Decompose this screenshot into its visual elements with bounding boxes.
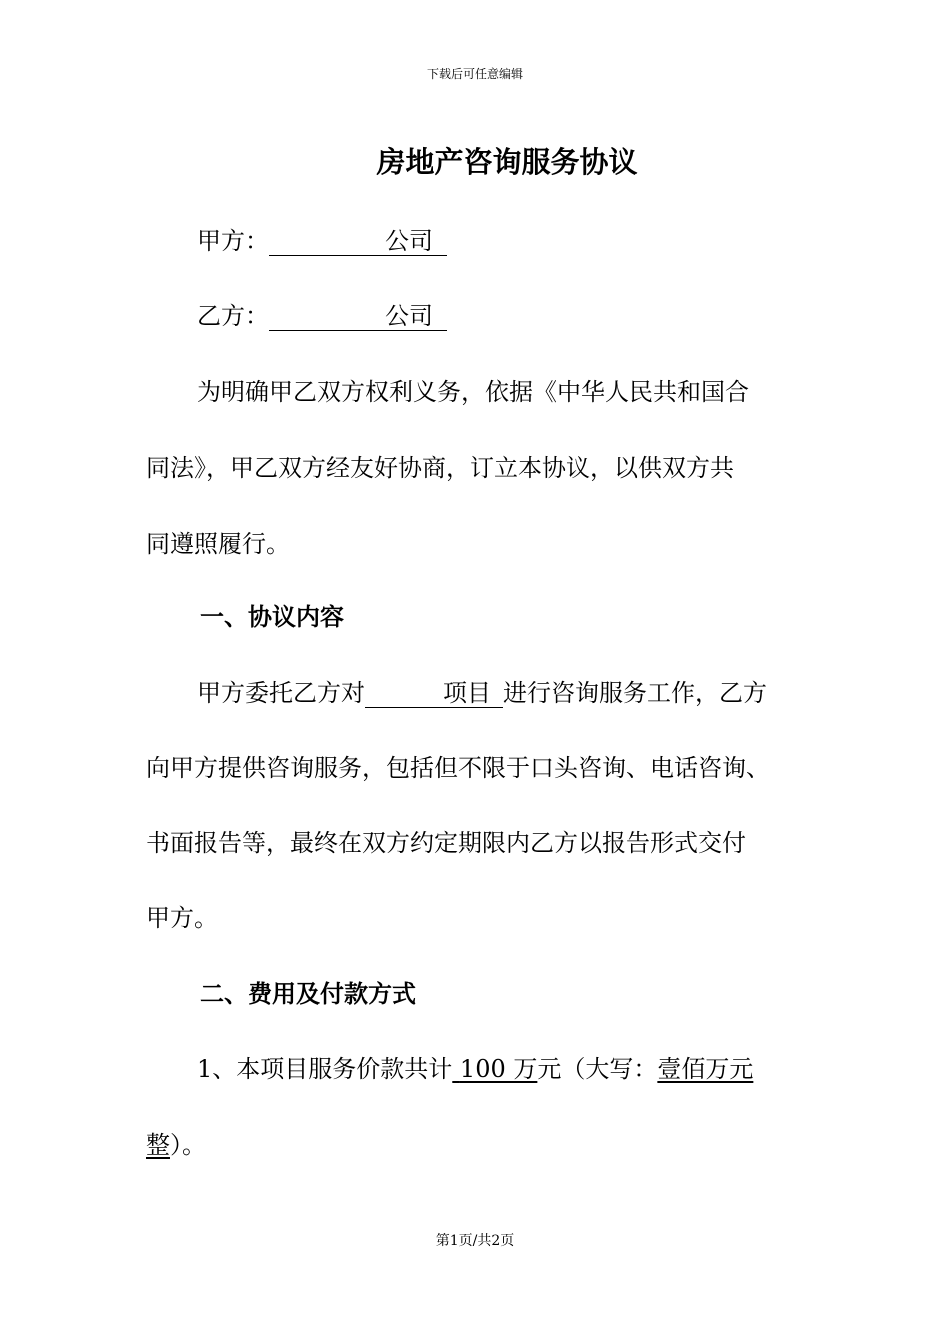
- section-1-prefix: 甲方委托乙方对: [197, 679, 365, 707]
- section-2-heading: 二、费用及付款方式: [200, 979, 416, 1008]
- party-b-label: 乙方：: [197, 302, 269, 330]
- party-b-company-field: [269, 302, 447, 331]
- item-1-middle: 元（大写：: [537, 1055, 658, 1083]
- page-header: 下载后可任意编辑: [426, 67, 523, 81]
- section-1-line-2: 向甲方提供咨询服务，包括但不限于口头咨询、电话咨询、: [146, 754, 770, 782]
- party-a-label: 甲方：: [197, 227, 269, 255]
- section-1-suffix: 进行咨询服务工作，乙方: [503, 679, 767, 707]
- party-a-line: [197, 224, 877, 258]
- section-1-line-3: 书面报告等，最终在双方约定期限内乙方以报告形式交付: [146, 829, 746, 857]
- document-title: 房地产咨询服务协议: [376, 145, 638, 179]
- section-2-item-1: [197, 1052, 877, 1086]
- section-2-item-1-cont: [146, 1128, 826, 1162]
- intro-line-1: 为明确甲乙双方权利义务，依据《中华人民共和国合: [197, 378, 749, 406]
- party-b-company: 公司: [385, 302, 433, 330]
- section-1-heading: 一、协议内容: [200, 602, 344, 631]
- party-b-line: [197, 299, 877, 333]
- section-1-line-1: [197, 676, 877, 710]
- item-1-suffix: ）。: [170, 1131, 206, 1159]
- project-name: 项目: [443, 679, 491, 707]
- section-1-line-4: 甲方。: [146, 904, 218, 932]
- party-a-company-field: [269, 227, 447, 256]
- intro-line-3: 同遵照履行。: [146, 530, 290, 558]
- fee-amount: 100 万: [459, 1055, 538, 1083]
- item-1-prefix: 1、本项目服务价款共计: [197, 1055, 453, 1083]
- intro-line-2: 同法》，甲乙双方经友好协商，订立本协议，以供双方共: [146, 454, 734, 482]
- fee-amount-words: 壹佰万元: [657, 1055, 754, 1083]
- page-footer: 第1页/共2页: [435, 1233, 515, 1249]
- fee-amount-words-end: 整: [146, 1131, 170, 1159]
- party-a-company: 公司: [385, 227, 433, 255]
- project-name-field: [365, 679, 503, 708]
